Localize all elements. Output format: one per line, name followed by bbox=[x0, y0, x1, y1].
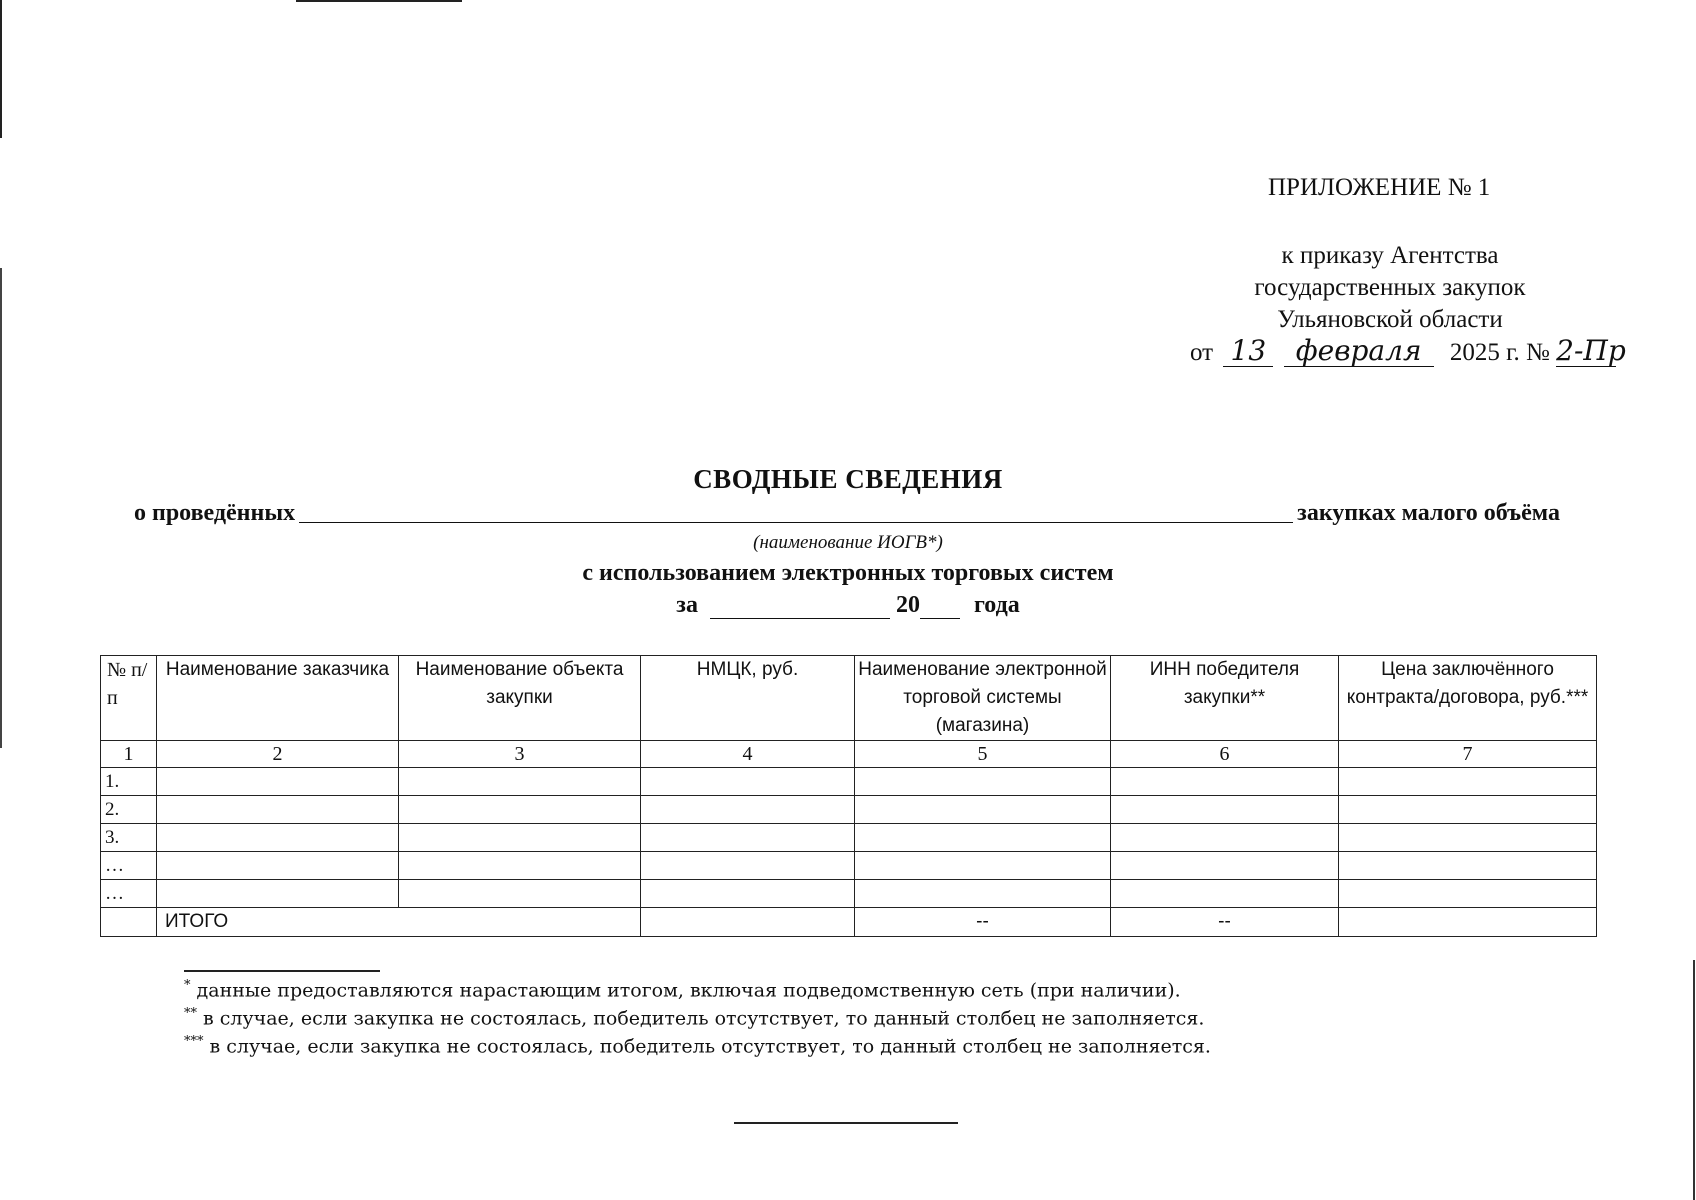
table-cell bbox=[855, 824, 1111, 852]
order-line-1: к приказу Агентства bbox=[1281, 242, 1499, 269]
year-blank bbox=[920, 596, 960, 619]
table-cell bbox=[157, 768, 399, 796]
subtitle-line bbox=[134, 500, 1560, 527]
row-number: 1. bbox=[101, 768, 157, 796]
column-number: 6 bbox=[1111, 741, 1339, 768]
table-cell bbox=[157, 796, 399, 824]
column-number: 4 bbox=[641, 741, 855, 768]
table-header-row bbox=[101, 656, 1597, 741]
total-label: ИТОГО bbox=[157, 908, 641, 937]
header-customer: Наименование заказчика bbox=[157, 656, 399, 741]
footnote-text: данные предоставляются нарастающим итогом, включая подведомственную сеть (при наличии). bbox=[190, 979, 1181, 1002]
order-date-number bbox=[1190, 334, 1626, 367]
order-month-handwritten: февраля bbox=[1284, 336, 1434, 367]
order-line-2: государственных закупок bbox=[1254, 274, 1526, 301]
header-nmck: НМЦК, руб. bbox=[641, 656, 855, 741]
scan-edge-left-lower bbox=[0, 268, 2, 748]
header-contract-price: Цена заключённого контракта/договора, руб.*** bbox=[1339, 656, 1597, 741]
table-cell bbox=[641, 768, 855, 796]
document-title: СВОДНЫЕ СВЕДЕНИЯ bbox=[693, 464, 1003, 494]
column-number: 7 bbox=[1339, 741, 1597, 768]
table-row bbox=[101, 824, 1597, 852]
table-cell bbox=[1339, 824, 1597, 852]
order-number-handwritten: 2-Пр bbox=[1556, 334, 1626, 367]
footnote-mark: * bbox=[184, 978, 191, 993]
column-number: 2 bbox=[157, 741, 399, 768]
period-line bbox=[0, 592, 1696, 619]
total-dash-winner-inn: -- bbox=[1111, 908, 1339, 937]
table-cell bbox=[1339, 852, 1597, 880]
table-cell bbox=[855, 880, 1111, 908]
total-dash-trading-system: -- bbox=[855, 908, 1111, 937]
order-from-label: от bbox=[1190, 339, 1214, 366]
table-cell bbox=[157, 852, 399, 880]
footnote-mark: *** bbox=[184, 1034, 204, 1049]
header-trading-system: Наименование электронной торговой системы (магазина) bbox=[855, 656, 1111, 741]
column-number: 3 bbox=[399, 741, 641, 768]
table-cell bbox=[157, 880, 399, 908]
header-row-number: № п/п bbox=[101, 656, 157, 741]
total-row bbox=[101, 908, 1597, 937]
footnote-text: в случае, если закупка не состоялась, победитель отсутствует, то данный столбец не заполняется. bbox=[203, 1035, 1211, 1058]
table-cell bbox=[1111, 880, 1339, 908]
header-winner-inn: ИНН победителя закупки** bbox=[1111, 656, 1339, 741]
table-cell bbox=[855, 852, 1111, 880]
scan-edge-left bbox=[0, 0, 2, 138]
footnote-1 bbox=[184, 978, 1181, 1001]
agency-name-blank bbox=[299, 521, 1293, 523]
order-year-label: 2025 г. № bbox=[1449, 339, 1550, 366]
table-cell bbox=[855, 796, 1111, 824]
footnote-text: в случае, если закупка не состоялась, победитель отсутствует, то данный столбец не заполняется. bbox=[197, 1007, 1205, 1030]
subtitle-left: о проведённых bbox=[134, 500, 296, 526]
end-rule bbox=[734, 1122, 958, 1124]
table-cell bbox=[399, 852, 641, 880]
table-cell bbox=[1339, 880, 1597, 908]
subtitle-systems: с использованием электронных торговых систем bbox=[582, 560, 1114, 586]
period-prefix: за bbox=[676, 592, 698, 618]
table-cell bbox=[855, 768, 1111, 796]
table-cell bbox=[101, 908, 157, 937]
table-cell bbox=[641, 852, 855, 880]
table-cell bbox=[641, 824, 855, 852]
order-line-3: Ульяновской области bbox=[1277, 306, 1503, 333]
table-cell bbox=[399, 768, 641, 796]
period-suffix: года bbox=[973, 592, 1020, 618]
table-cell bbox=[641, 880, 855, 908]
footnote-rule bbox=[184, 970, 380, 972]
footnote-2 bbox=[184, 1006, 1204, 1029]
table-cell bbox=[1111, 768, 1339, 796]
table-cell bbox=[641, 796, 855, 824]
table-cell bbox=[399, 796, 641, 824]
header-purchase-object: Наименование объекта закупки bbox=[399, 656, 641, 741]
summary-table bbox=[100, 655, 1597, 937]
table-cell bbox=[1339, 796, 1597, 824]
table-row bbox=[101, 768, 1597, 796]
row-number: 3. bbox=[101, 824, 157, 852]
column-number: 1 bbox=[101, 741, 157, 768]
footnote-mark: ** bbox=[184, 1006, 197, 1021]
order-reference bbox=[1180, 240, 1600, 336]
table-cell bbox=[1111, 796, 1339, 824]
table-cell bbox=[1111, 824, 1339, 852]
scan-edge-right bbox=[1693, 960, 1695, 1200]
order-day-handwritten: 13 bbox=[1223, 336, 1273, 367]
table-cell bbox=[157, 824, 399, 852]
table-cell bbox=[1339, 768, 1597, 796]
scan-edge-top bbox=[296, 0, 462, 2]
table-cell bbox=[399, 824, 641, 852]
table-cell bbox=[641, 908, 855, 937]
row-number: … bbox=[101, 880, 157, 908]
subtitle-caption: (наименование ИОГВ*) bbox=[753, 532, 943, 553]
period-year-prefix: 20 bbox=[895, 592, 920, 618]
appendix-heading: ПРИЛОЖЕНИЕ № 1 bbox=[1268, 174, 1491, 201]
footnote-3 bbox=[184, 1034, 1211, 1057]
row-number: 2. bbox=[101, 796, 157, 824]
column-number-row bbox=[101, 741, 1597, 768]
table-row bbox=[101, 880, 1597, 908]
subtitle-right: закупках малого объёма bbox=[1297, 500, 1560, 526]
period-blank bbox=[710, 596, 890, 619]
column-number: 5 bbox=[855, 741, 1111, 768]
table-row bbox=[101, 852, 1597, 880]
table-cell bbox=[1111, 852, 1339, 880]
table-row bbox=[101, 796, 1597, 824]
table-cell bbox=[399, 880, 641, 908]
row-number: … bbox=[101, 852, 157, 880]
table-cell bbox=[1339, 908, 1597, 937]
